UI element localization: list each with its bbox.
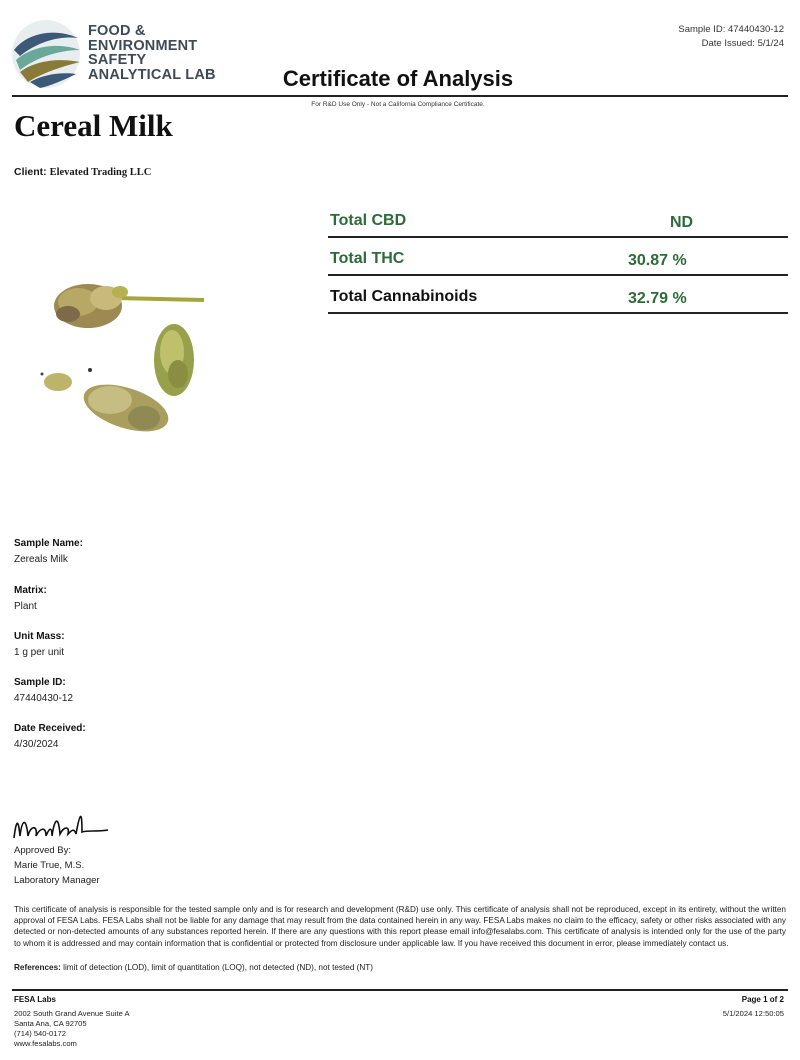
result-value: 32.79 % bbox=[628, 290, 687, 307]
references-row bbox=[14, 963, 786, 972]
logo-line: ANALYTICAL LAB bbox=[88, 66, 216, 83]
sample-id-value: 47440430-12 bbox=[14, 693, 73, 704]
client-label: Client: bbox=[14, 166, 47, 178]
result-value: ND bbox=[670, 214, 694, 231]
result-row-total-thc bbox=[328, 240, 788, 276]
header-divider bbox=[12, 95, 788, 97]
footer-website[interactable]: www.fesalabs.com bbox=[14, 1039, 77, 1048]
result-value: 30.87 % bbox=[628, 252, 687, 269]
logo-line: SAFETY bbox=[88, 52, 147, 68]
lab-logo-text bbox=[88, 24, 216, 82]
footer-lab-name: FESA Labs bbox=[14, 995, 56, 1004]
header-date-issued: Date Issued: 5/1/24 bbox=[701, 38, 784, 49]
sample-name-value: Zereals Milk bbox=[14, 554, 68, 565]
result-label: Total THC bbox=[330, 250, 405, 267]
result-row-total-cannabinoids bbox=[328, 278, 788, 314]
result-row-total-cbd bbox=[328, 202, 788, 238]
client-value: Elevated Trading LLC bbox=[49, 167, 152, 178]
unit-mass-value: 1 g per unit bbox=[14, 647, 65, 658]
approved-by-label: Approved By: bbox=[14, 845, 72, 856]
references-text: limit of detection (LOD), limit of quantitation (LOQ), not detected (ND), not tested (NT) bbox=[63, 963, 374, 972]
footer-address-line2: Santa Ana, CA 92705 bbox=[14, 1019, 87, 1028]
document-title: Certificate of Analysis bbox=[282, 66, 514, 91]
approver-name: Marie True, M.S. bbox=[14, 860, 85, 871]
page-number: Page 1 of 2 bbox=[741, 995, 784, 1004]
unit-mass-label: Unit Mass: bbox=[14, 631, 65, 642]
lab-logo-icon bbox=[10, 16, 82, 92]
footer-timestamp: 5/1/2024 12:50:05 bbox=[722, 1009, 784, 1018]
sample-name-label: Sample Name: bbox=[14, 538, 83, 549]
product-name: Cereal Milk bbox=[14, 108, 173, 143]
header-sample-id: Sample ID: 47440430-12 bbox=[678, 24, 784, 35]
signature-image bbox=[10, 808, 110, 846]
date-received-value: 4/30/2024 bbox=[14, 739, 59, 750]
footer-phone: (714) 540-0172 bbox=[14, 1029, 66, 1038]
approver-title: Laboratory Manager bbox=[14, 875, 100, 886]
sample-id-label: Sample ID: bbox=[14, 677, 66, 688]
matrix-value: Plant bbox=[14, 601, 37, 612]
footer-address-line1: 2002 South Grand Avenue Suite A bbox=[14, 1009, 130, 1018]
rd-use-note: For R&D Use Only - Not a California Compliance Certificate. bbox=[311, 101, 485, 108]
footer-divider bbox=[12, 989, 788, 991]
client-row bbox=[14, 166, 151, 178]
matrix-label: Matrix: bbox=[14, 585, 47, 596]
disclaimer-text: This certificate of analysis is responsible for the tested sample only and is for research and development (R&D) use only. This certificate of analysis shall not be reproduced, except in its entirety, without the written approval of FESA Labs. FESA Labs shall not be liable for any damage that may result from the data contained herein in any way. FESA Labs makes no claim to the efficacy, safety or other risks associated with any detected or non-detected amounts of any substances reported herein. If there are any questions with this report please email info@fesalabs.com. This certificate of analysis is intended only for the use of the party to whom it is addressed and may contain information that is confidential or protected from disclosure under applicable law. If you have received this document in error, please immediately contact us. bbox=[14, 905, 786, 948]
product-photo bbox=[28, 262, 228, 452]
result-label: Total Cannabinoids bbox=[330, 288, 478, 305]
logo-line: ENVIRONMENT bbox=[88, 37, 198, 54]
date-received-label: Date Received: bbox=[14, 723, 86, 734]
references-label: References: bbox=[14, 963, 61, 972]
logo-line: FOOD & bbox=[88, 23, 146, 39]
result-label: Total CBD bbox=[330, 212, 407, 229]
